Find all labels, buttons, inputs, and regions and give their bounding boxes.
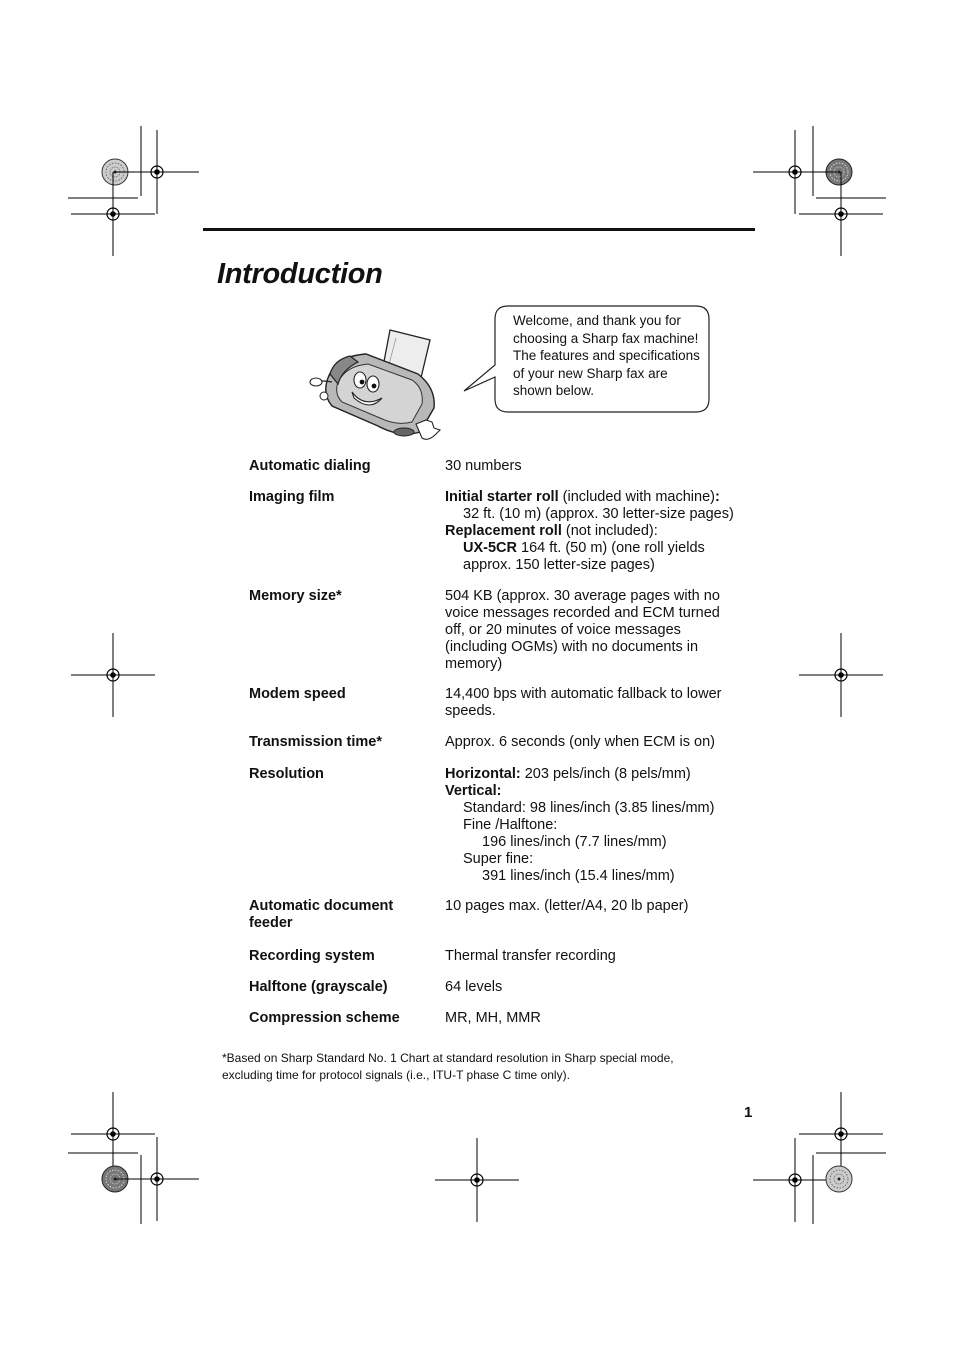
- replacement-model-detail: 164 ft. (50 m) (one roll yields: [516, 540, 705, 556]
- spec-label: [249, 898, 429, 932]
- spec-value: MR, MH, MMR: [445, 1010, 541, 1026]
- initial-roll-detail: 32 ft. (10 m) (approx. 30 letter-size pages): [463, 506, 734, 522]
- spec-line: memory): [445, 656, 503, 672]
- footnote-line: excluding time for protocol signals (i.e., ITU-T phase C time only).: [222, 1068, 570, 1082]
- spec-line: off, or 20 minutes of voice messages: [445, 622, 681, 638]
- spec-value: [445, 766, 760, 885]
- spec-label: Imaging film: [249, 489, 335, 505]
- initial-roll-note: (included with machine): [558, 489, 715, 505]
- header-rule: [203, 228, 755, 231]
- spec-line: speeds.: [445, 703, 496, 719]
- replacement-model-detail-2: approx. 150 letter-size pages): [463, 557, 655, 573]
- spec-value: [445, 588, 760, 673]
- spec-line: 14,400 bps with automatic fallback to lower: [445, 686, 722, 702]
- fine-resolution-value: 196 lines/inch (7.7 lines/mm): [482, 834, 667, 850]
- replacement-roll-label: Replacement roll: [445, 523, 562, 539]
- spec-label: Resolution: [249, 766, 324, 782]
- spec-label: Memory size*: [249, 588, 342, 604]
- spec-label: Automatic dialing: [249, 458, 371, 474]
- standard-resolution: Standard: 98 lines/inch (3.85 lines/mm): [463, 800, 715, 816]
- horizontal-value: 203 pels/inch (8 pels/mm): [520, 766, 691, 782]
- spec-label-line: Automatic document: [249, 898, 394, 914]
- spec-value: Approx. 6 seconds (only when ECM is on): [445, 734, 715, 750]
- spec-label: Compression scheme: [249, 1010, 400, 1026]
- superfine-resolution-value: 391 lines/inch (15.4 lines/mm): [482, 868, 675, 884]
- spec-label: Transmission time*: [249, 734, 382, 750]
- spec-line: 504 KB (approx. 30 average pages with no: [445, 588, 720, 604]
- spec-line: voice messages recorded and ECM turned: [445, 605, 720, 621]
- page-number: 1: [744, 1104, 753, 1121]
- footnote: [222, 1050, 742, 1084]
- spec-value: Thermal transfer recording: [445, 948, 616, 964]
- replacement-roll-note: (not included):: [561, 523, 658, 539]
- fine-resolution-label: Fine /Halftone:: [463, 817, 558, 833]
- replacement-model: UX-5CR: [463, 540, 517, 556]
- fax-mascot-illustration: [308, 326, 444, 446]
- footnote-line: *Based on Sharp Standard No. 1 Chart at standard resolution in Sharp special mode,: [222, 1051, 674, 1065]
- spec-label: Modem speed: [249, 686, 346, 702]
- spec-line: (including OGMs) with no documents in: [445, 639, 699, 655]
- spec-value: [445, 489, 760, 574]
- spec-value: 30 numbers: [445, 458, 522, 474]
- spec-label: Halftone (grayscale): [249, 979, 388, 995]
- page-title: Introduction: [217, 258, 383, 290]
- vertical-label: Vertical:: [445, 783, 502, 799]
- speech-bubble-text: Welcome, and thank you for choosing a Sharp fax machine! The features and specifications of your new Sharp fax are shown below.: [513, 313, 700, 399]
- spec-label-line: feeder: [249, 915, 293, 931]
- initial-roll-colon: :: [714, 489, 720, 505]
- spec-value: 10 pages max. (letter/A4, 20 lb paper): [445, 898, 689, 914]
- superfine-resolution-label: Super fine:: [463, 851, 534, 867]
- spec-value: 64 levels: [445, 979, 503, 995]
- initial-roll-label: Initial starter roll: [445, 489, 559, 505]
- spec-value: [445, 686, 760, 720]
- horizontal-label: Horizontal:: [445, 766, 521, 782]
- spec-label: Recording system: [249, 948, 375, 964]
